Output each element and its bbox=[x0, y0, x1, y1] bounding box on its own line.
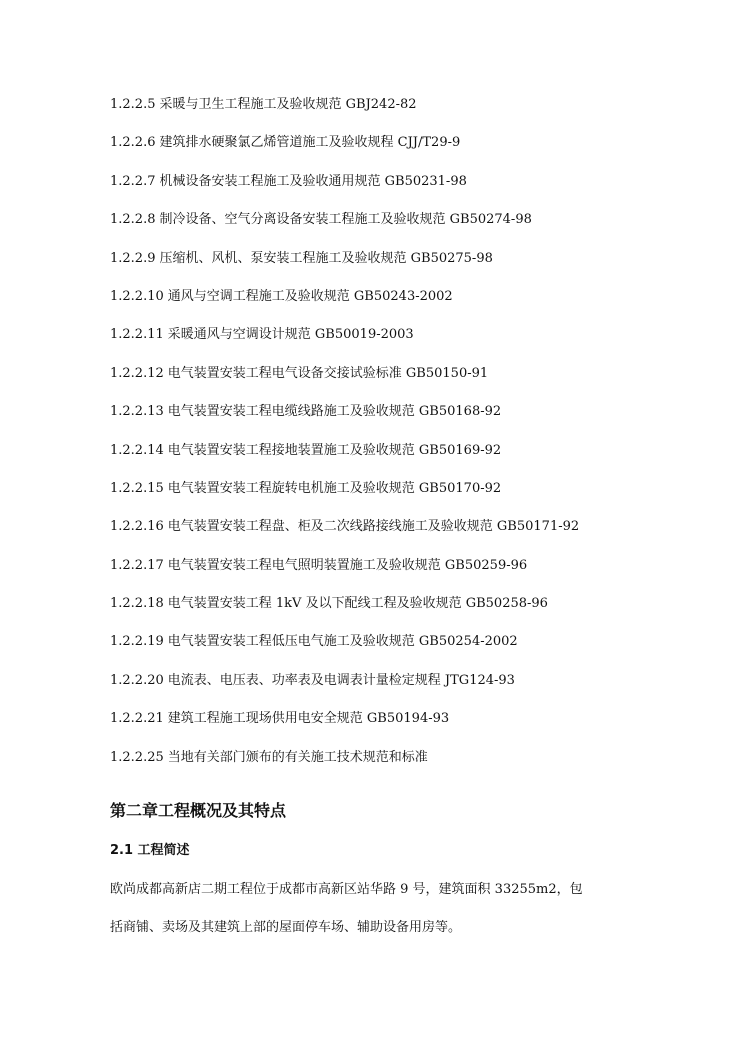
standard-item bbox=[110, 95, 710, 133]
standard-title: 电气装置安装工程接地装置施工及验收规范 bbox=[167, 442, 415, 458]
standard-number: 1.2.2.10 bbox=[110, 288, 164, 304]
standard-title: 电气装置安装工程盘、柜及二次线路接线施工及验收规范 bbox=[167, 519, 493, 535]
standard-code: GB50170-92 bbox=[418, 480, 502, 496]
standard-number: 1.2.2.7 bbox=[110, 173, 156, 189]
standard-number: 1.2.2.25 bbox=[110, 749, 164, 765]
standard-code: GB50254-2002 bbox=[418, 634, 518, 650]
standard-item bbox=[110, 402, 710, 440]
standard-title: 电气装置安装工程旋转电机施工及验收规范 bbox=[167, 480, 415, 496]
standard-item bbox=[110, 479, 710, 517]
standard-item bbox=[110, 249, 710, 287]
standard-code: GB50274-98 bbox=[449, 212, 532, 228]
standard-title: 建筑排水硬聚氯乙烯管道施工及验收规程 bbox=[159, 135, 394, 151]
standard-code: GB50194-93 bbox=[366, 711, 450, 727]
standard-title: 建筑工程施工现场供用电安全规范 bbox=[167, 711, 363, 727]
standard-code: JTG124-93 bbox=[444, 672, 515, 688]
standard-title: 制冷设备、空气分离设备安装工程施工及验收规范 bbox=[159, 212, 446, 228]
standard-number: 1.2.2.9 bbox=[110, 250, 156, 266]
standards-list bbox=[110, 95, 710, 786]
standard-number: 1.2.2.5 bbox=[110, 97, 156, 112]
standard-number: 1.2.2.17 bbox=[110, 557, 164, 573]
standard-number: 1.2.2.20 bbox=[110, 672, 164, 688]
standard-item bbox=[110, 210, 710, 248]
standard-code: GB50231-98 bbox=[384, 173, 467, 189]
paragraph-line: 欧尚成都高新店二期工程位于成都市高新区站华路 9 号，建筑面积 33255m2，包 bbox=[110, 882, 583, 897]
standard-code: GB50171-92 bbox=[496, 519, 580, 535]
standard-number: 1.2.2.8 bbox=[110, 212, 156, 228]
standard-item bbox=[110, 556, 710, 594]
standard-code: GB50169-92 bbox=[418, 442, 502, 458]
standard-number: 1.2.2.15 bbox=[110, 480, 164, 496]
standard-item bbox=[110, 287, 710, 325]
standard-number: 1.2.2.12 bbox=[110, 365, 164, 381]
standard-item bbox=[110, 709, 710, 747]
standard-item bbox=[110, 325, 710, 363]
standard-title: 电气装置安装工程低压电气施工及验收规范 bbox=[167, 634, 415, 650]
standard-title: 电气装置安装工程电气照明装置施工及验收规范 bbox=[167, 557, 441, 573]
standard-title: 采暖与卫生工程施工及验收规范 bbox=[159, 97, 342, 112]
standard-title: 电流表、电压表、功率表及电调表计量检定规程 bbox=[167, 672, 441, 688]
standard-code: GB50259-96 bbox=[444, 557, 528, 573]
standard-item bbox=[110, 441, 710, 479]
standard-title: 采暖通风与空调设计规范 bbox=[167, 327, 311, 343]
standard-code: CJJ/T29-9 bbox=[397, 135, 461, 151]
standard-number: 1.2.2.13 bbox=[110, 404, 164, 420]
standard-number: 1.2.2.21 bbox=[110, 711, 164, 727]
standard-code: GB50275-98 bbox=[410, 250, 493, 266]
standard-title: 通风与空调工程施工及验收规范 bbox=[167, 288, 350, 304]
standard-title: 压缩机、风机、泵安装工程施工及验收规范 bbox=[159, 250, 407, 266]
standard-title: 机械设备安装工程施工及验收通用规范 bbox=[159, 173, 381, 189]
standard-item bbox=[110, 517, 710, 555]
standard-code: GB50150-91 bbox=[405, 365, 489, 381]
standard-title: 电气装置安装工程 1kV 及以下配线工程及验收规范 bbox=[167, 596, 462, 612]
standard-title: 电气装置安装工程电缆线路施工及验收规范 bbox=[167, 404, 415, 420]
standard-code: GBJ242-82 bbox=[345, 97, 417, 112]
paragraph-line: 括商铺、卖场及其建筑上部的屋面停车场、辅助设备用房等。 bbox=[110, 920, 462, 935]
standard-number: 1.2.2.14 bbox=[110, 442, 164, 458]
standard-item bbox=[110, 594, 710, 632]
standard-code: GB50243-2002 bbox=[353, 288, 453, 304]
standard-item bbox=[110, 632, 710, 670]
standard-number: 1.2.2.11 bbox=[110, 327, 164, 343]
standard-number: 1.2.2.6 bbox=[110, 135, 156, 151]
standard-item bbox=[110, 172, 710, 210]
standard-code: GB50168-92 bbox=[418, 404, 502, 420]
standard-title: 电气装置安装工程电气设备交接试验标准 bbox=[167, 365, 402, 381]
standard-number: 1.2.2.16 bbox=[110, 519, 164, 535]
chapter-title: 第二章工程概况及其特点 bbox=[110, 801, 287, 820]
standard-item bbox=[110, 748, 710, 786]
standard-number: 1.2.2.18 bbox=[110, 596, 164, 612]
standard-number: 1.2.2.19 bbox=[110, 634, 164, 650]
section-title: 2.1 工程简述 bbox=[110, 843, 190, 858]
standard-code: GB50258-96 bbox=[465, 596, 548, 612]
standard-code: GB50019-2003 bbox=[314, 327, 414, 343]
standard-item bbox=[110, 364, 710, 402]
standard-item bbox=[110, 671, 710, 709]
standard-title: 当地有关部门颁布的有关施工技术规范和标准 bbox=[167, 749, 428, 765]
standard-item bbox=[110, 133, 710, 171]
